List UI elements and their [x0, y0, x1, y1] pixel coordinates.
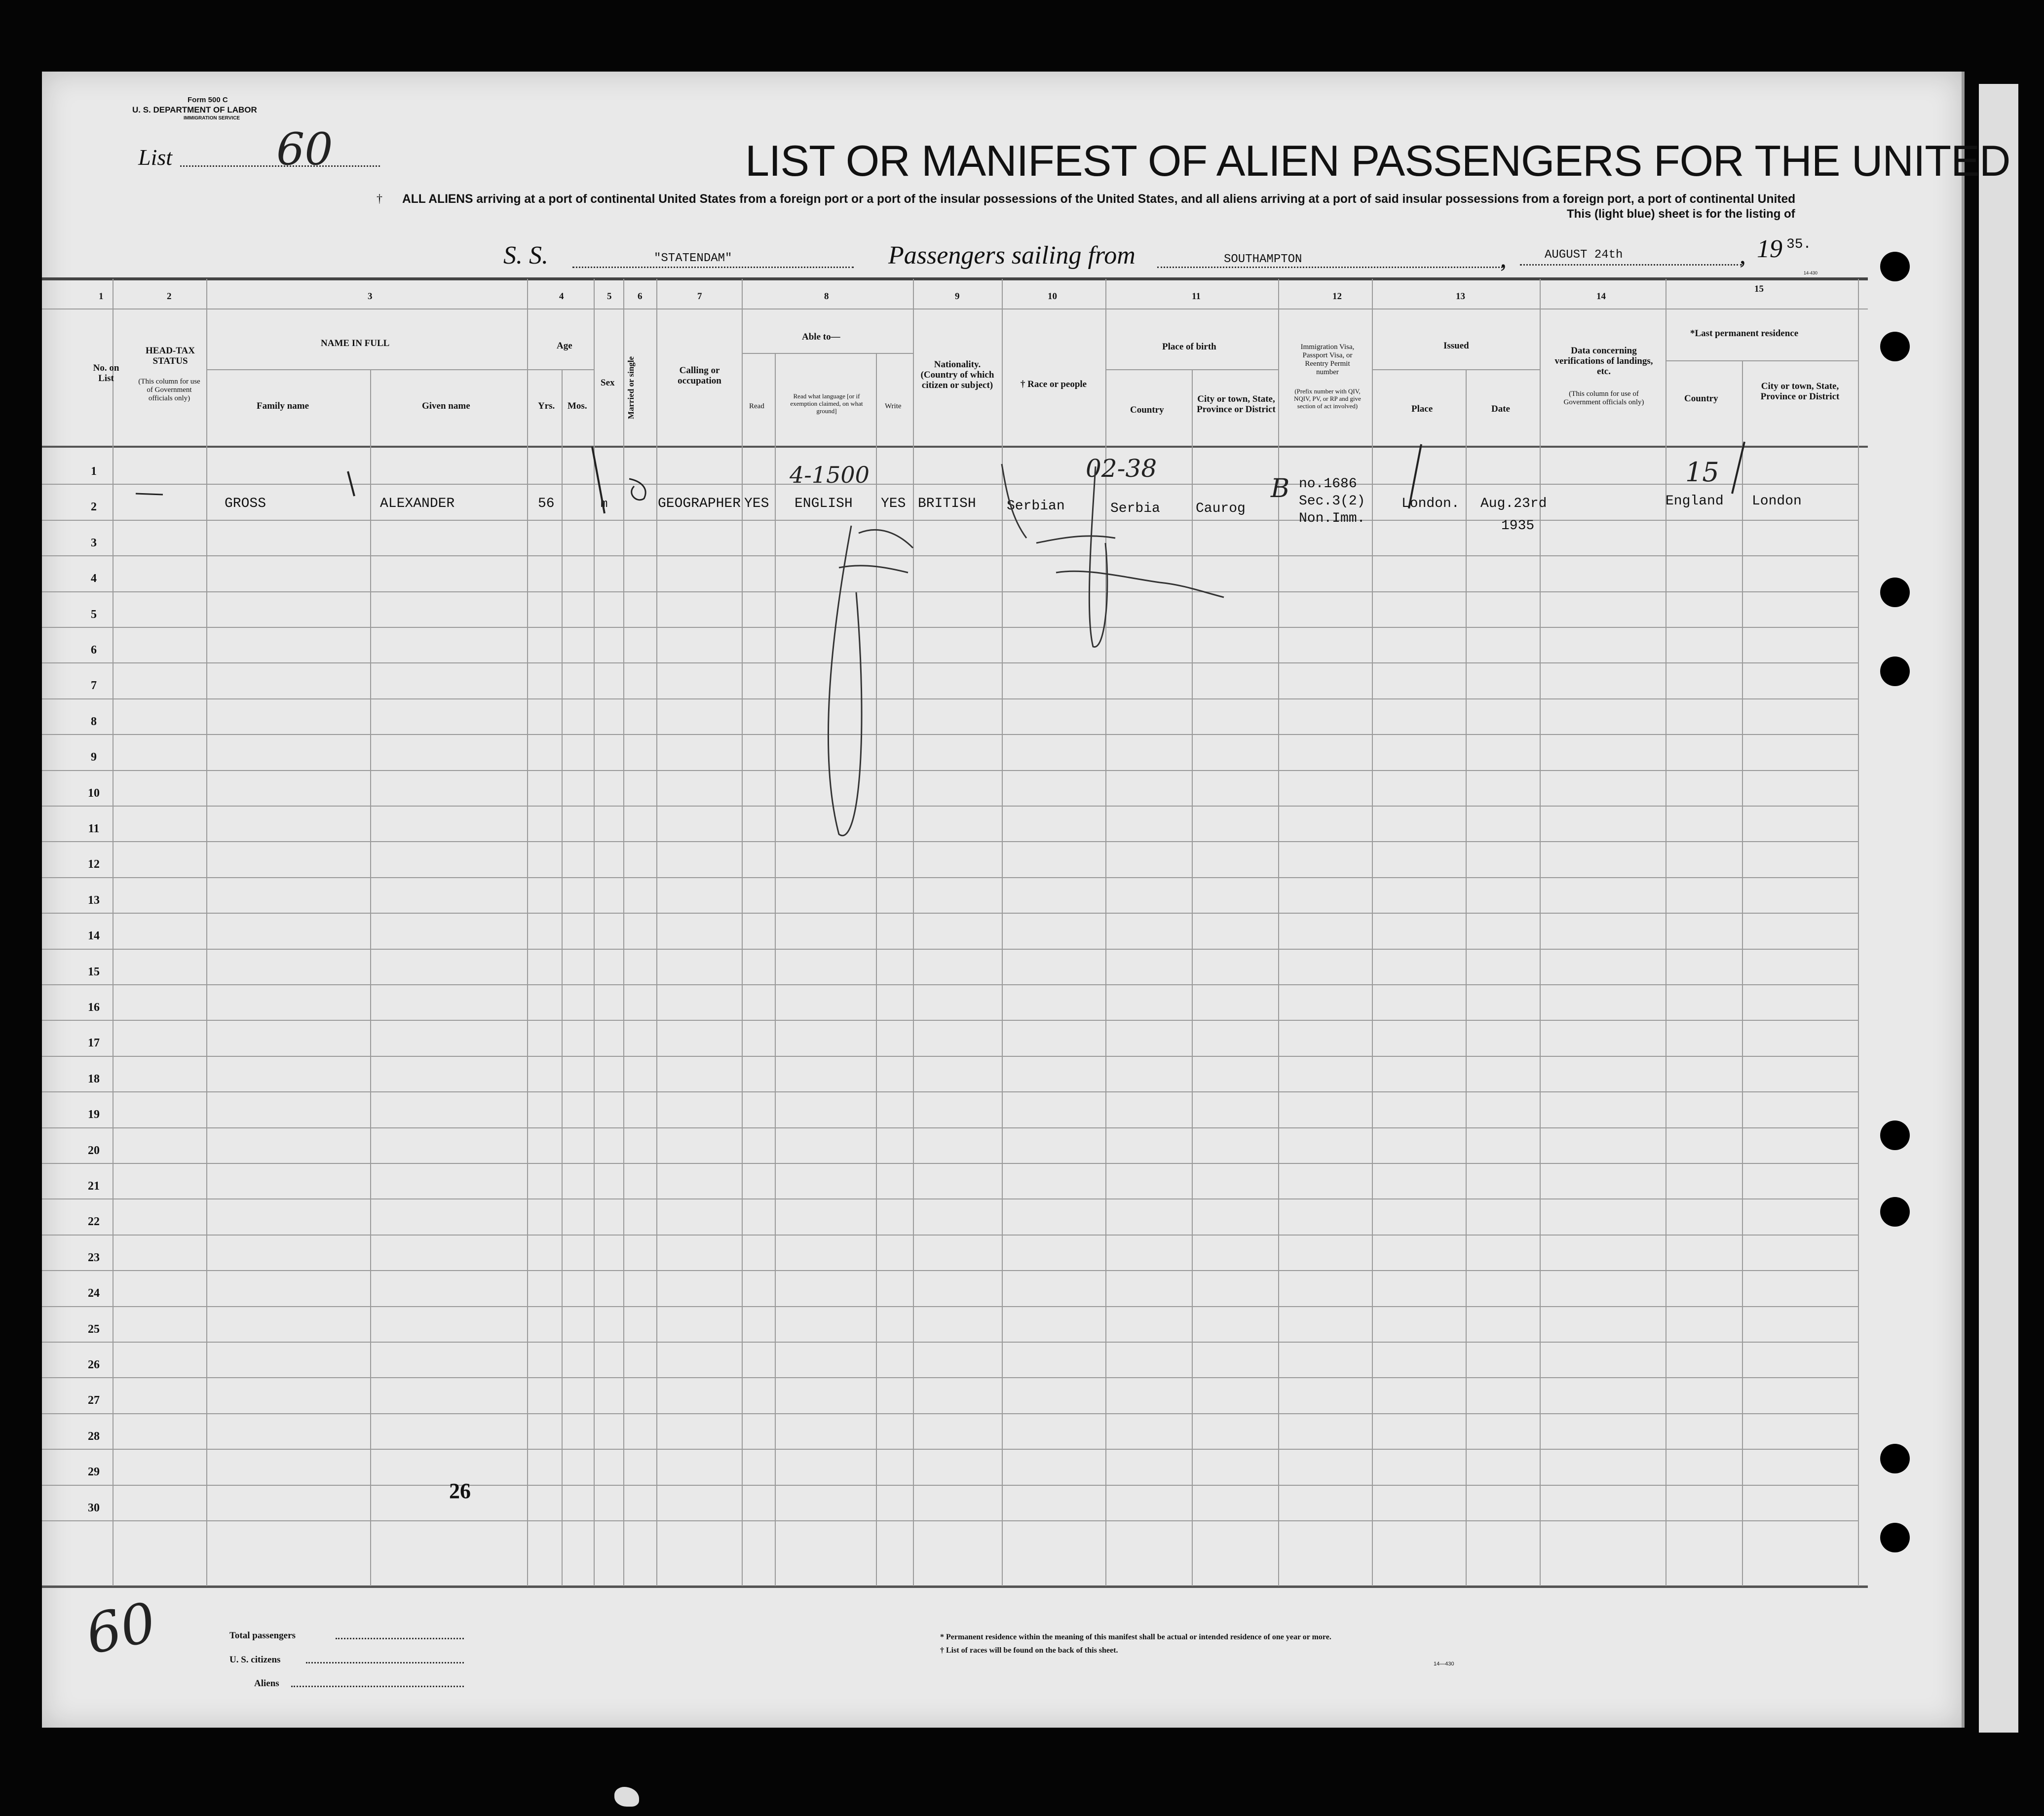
service: IMMIGRATION SERVICE [184, 116, 240, 121]
row-number: 27 [88, 1394, 100, 1407]
header-res-city: City or town, State, Province or District [1760, 381, 1840, 402]
row-number: 18 [88, 1073, 100, 1085]
col-num-8: 8 [824, 291, 829, 302]
row-number: 28 [88, 1430, 100, 1443]
family-name-value: GROSS [225, 496, 266, 511]
issued-date-value: Aug.23rd [1480, 496, 1547, 511]
header-issued-place: Place [1411, 404, 1433, 414]
date-comma: , [1500, 245, 1507, 273]
header-name-in-full: NAME IN FULL [321, 338, 390, 348]
visa-line-3: Non.Imm. [1299, 511, 1365, 526]
header-no-on-list: No. on List [93, 363, 119, 384]
col-num-4: 4 [559, 291, 564, 302]
row-number: 6 [91, 644, 97, 657]
row-number: 10 [88, 787, 100, 800]
manifest-title: LIST OR MANIFEST OF ALIEN PASSENGERS FOR THE UNITED [745, 136, 2010, 185]
race-mark: 02-38 [1086, 454, 1157, 483]
visa-line-1: no.1686 [1299, 476, 1357, 492]
header-read: Read [749, 402, 764, 410]
issued-year-value: 1935 [1501, 518, 1535, 534]
language-value: ENGLISH [795, 496, 853, 511]
age-years-value: 56 [538, 496, 555, 511]
us-citizens-line [306, 1662, 464, 1663]
row-number: 26 [88, 1358, 100, 1371]
header-head-tax-note: (This column for use of Government officials only) [138, 378, 200, 402]
header-able-to: Able to— [802, 332, 840, 342]
col-num-14: 14 [1596, 291, 1606, 302]
row-number: 19 [88, 1108, 100, 1121]
year-suffix: 35. [1786, 237, 1812, 252]
header-race: † Race or people [1020, 379, 1087, 389]
res-city-value: London [1752, 494, 1802, 509]
header-verifications: Data concerning verifications of landings, etc. [1554, 346, 1653, 377]
nationality-value: BRITISH [918, 496, 976, 511]
row-number: 9 [91, 751, 97, 764]
footnote-code: 14—430 [1434, 1661, 1454, 1667]
total-passengers-line [336, 1638, 464, 1639]
col-num-11: 11 [1192, 291, 1201, 302]
calling-mark: 4-1500 [790, 462, 870, 488]
row-number: 16 [88, 1001, 100, 1014]
col-num-13: 13 [1456, 291, 1465, 302]
header-issued-date: Date [1491, 404, 1510, 414]
list-number: 60 [276, 123, 333, 175]
row-number: 24 [88, 1287, 100, 1300]
header-place-of-birth: Place of birth [1162, 342, 1216, 352]
col-num-5: 5 [607, 291, 612, 302]
header-birth-city: City or town, State, Province or District [1197, 394, 1276, 415]
res-country-value: England [1665, 494, 1724, 509]
city-mark: B [1271, 474, 1290, 503]
header-issued: Issued [1443, 341, 1469, 351]
header-nationality: Nationality. (Country of which citizen or subject) [920, 359, 994, 390]
header-yrs: Yrs. [538, 401, 555, 411]
row-number: 30 [88, 1502, 100, 1514]
instruction-line-1: ALL ALIENS arriving at a port of continental United States from a foreign port or a port of the insular possessions of the United States, and all aliens arriving at a port of said insular possessions from a foreign port, a port of continental United [402, 193, 1796, 206]
given-name-value: ALEXANDER [380, 496, 455, 511]
row-number: 11 [88, 822, 100, 835]
row-number: 14 [88, 929, 100, 942]
col-num-1: 1 [99, 291, 104, 302]
row-number: 1 [91, 465, 97, 478]
header-visa: Immigration Visa, Passport Visa, or Reentry Permit number [1300, 343, 1355, 376]
ship-name: "STATENDAM" [654, 252, 732, 265]
footnote-1: * Permanent residence within the meaning of this manifest shall be actual or intended residence of one year or more. [940, 1633, 1331, 1641]
stamp-number: 26 [449, 1479, 471, 1503]
row-number: 21 [88, 1180, 100, 1193]
row-number: 4 [91, 572, 97, 585]
header-last-residence: *Last permanent residence [1690, 328, 1799, 339]
col-num-12: 12 [1332, 291, 1342, 302]
col-num-10: 10 [1048, 291, 1057, 302]
row-number: 3 [91, 537, 97, 549]
birth-country-value: Serbia [1110, 501, 1160, 516]
visa-line-2: Sec.3(2) [1299, 494, 1365, 509]
col-num-2: 2 [167, 291, 172, 302]
header-mos: Mos. [568, 401, 587, 411]
header-verifications-note: (This column for use of Government officials only) [1563, 390, 1644, 406]
port-name: SOUTHAMPTON [1224, 253, 1302, 266]
write-value: YES [881, 496, 906, 511]
header-head-tax: HEAD-TAX STATUS [146, 346, 195, 366]
header-sex: Sex [601, 378, 615, 388]
race-value: Serbian [1007, 499, 1065, 514]
instruction-line-2: This (light blue) sheet is for the listing of [1567, 207, 1795, 221]
department: U. S. DEPARTMENT OF LABOR [132, 105, 257, 115]
aliens-line [291, 1686, 464, 1687]
read-value: YES [744, 496, 769, 511]
row-number: 13 [88, 894, 100, 907]
col-num-6: 6 [638, 291, 643, 302]
us-citizens-label: U. S. citizens [229, 1655, 281, 1665]
header-res-country: Country [1684, 393, 1718, 404]
row-number: 25 [88, 1323, 100, 1336]
header-read-language: Read what language [or if exemption claimed, on what ground] [790, 392, 863, 415]
ss-label: S. S. [503, 241, 548, 270]
header-visa-note: (Prefix number with QIV, NQIV, PV, or RP and give section of act involved) [1294, 387, 1361, 410]
instruction-mark: † [377, 193, 382, 205]
calling-value: GEOGRAPHER [658, 496, 741, 511]
row-number: 2 [91, 501, 97, 513]
row-number: 22 [88, 1215, 100, 1228]
header-calling: Calling or occupation [678, 365, 721, 386]
header-given-name: Given name [422, 401, 470, 411]
row-number: 20 [88, 1144, 100, 1157]
list-number-margin: 60 [80, 1590, 161, 1667]
sail-date: AUGUST 24th [1545, 248, 1623, 262]
footnote-2: † List of races will be found on the back of this sheet. [940, 1646, 1118, 1655]
row-number: 23 [88, 1251, 100, 1264]
row-number: 29 [88, 1466, 100, 1478]
header-age: Age [557, 341, 572, 351]
header-birth-country: Country [1130, 405, 1164, 415]
year-prefix: 19 [1757, 235, 1782, 263]
row-number: 5 [91, 608, 97, 621]
row-number: 15 [88, 966, 100, 978]
header-write: Write [885, 402, 902, 410]
corner-code: 14-430 [1804, 270, 1818, 275]
aliens-label: Aliens [254, 1678, 279, 1689]
residence-mark: 15 [1685, 457, 1719, 488]
sex-value: m [601, 498, 608, 511]
row-number: 7 [91, 679, 97, 692]
issued-place-value: London. [1401, 496, 1460, 511]
col-num-7: 7 [697, 291, 702, 302]
header-family-name: Family name [257, 401, 309, 411]
row-number: 8 [91, 715, 97, 728]
header-married: Married or single [626, 356, 636, 420]
form-number: Form 500 C [188, 96, 228, 104]
sailing-label: Passengers sailing from [888, 241, 1136, 270]
total-passengers-label: Total passengers [229, 1630, 296, 1641]
row-number: 12 [88, 858, 100, 871]
year-comma: , [1740, 241, 1746, 270]
birth-city-value: Caurog [1196, 501, 1246, 516]
col-num-15: 15 [1754, 284, 1764, 294]
row-number: 17 [88, 1037, 100, 1049]
col-num-9: 9 [955, 291, 960, 302]
list-label: List [138, 145, 173, 170]
col-num-3: 3 [368, 291, 373, 302]
